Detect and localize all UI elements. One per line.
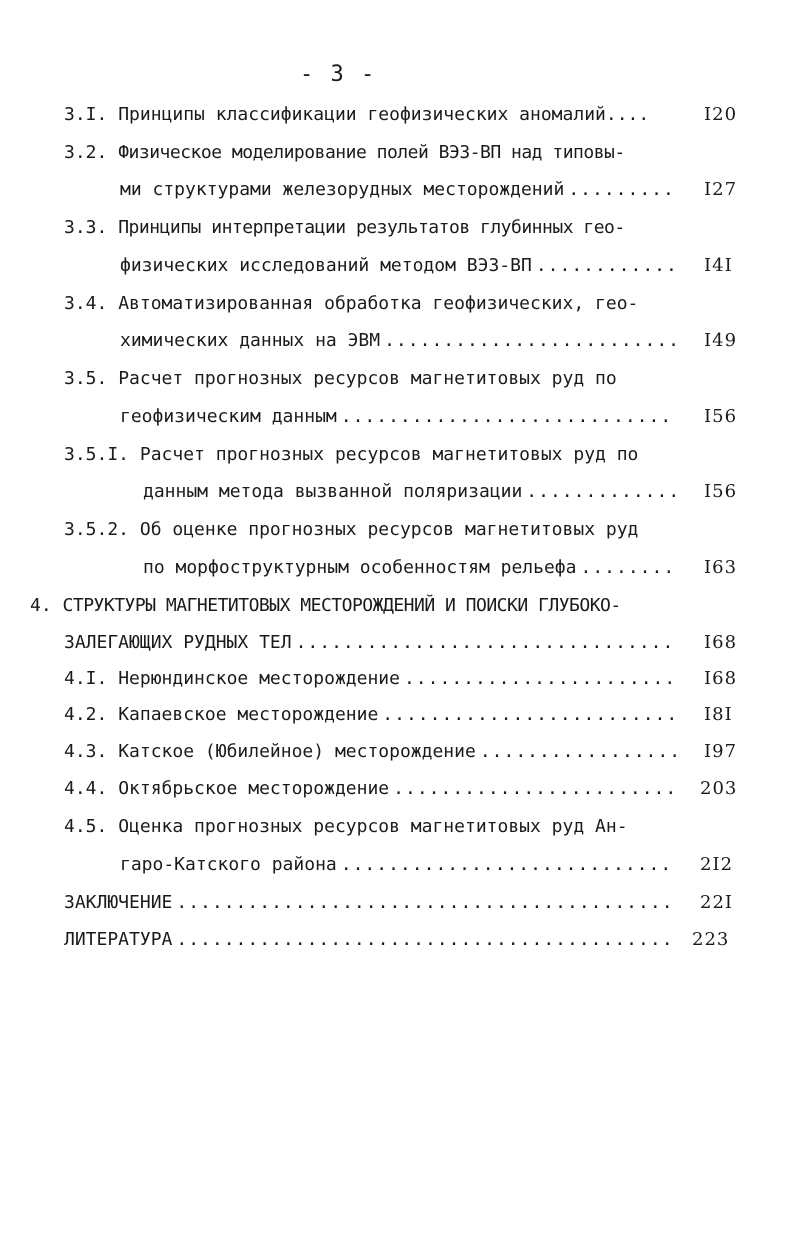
leader-dots <box>341 404 676 430</box>
entry-title: Расчет прогнозных ресурсов магнетитовых руд по <box>139 444 639 465</box>
toc-entry-3-5 <box>64 366 680 392</box>
leader-dots <box>568 177 676 203</box>
entry-page: 22I <box>700 892 734 913</box>
entry-page: I4I <box>704 255 733 276</box>
entry-title: Об оценке прогнозных ресурсов магнетитовых руд <box>139 519 639 540</box>
entry-page: I56 <box>704 406 738 427</box>
entry-title: ЗАКЛЮЧЕНИЕ <box>64 892 173 913</box>
toc-entry-3-3 <box>64 215 680 241</box>
entry-title: Октябрьское месторождение <box>118 778 390 799</box>
entry-title-continuation: геофизическим данным <box>120 406 337 427</box>
entry-number: 3.5. <box>64 368 108 389</box>
toc-entry-references <box>64 927 676 953</box>
entry-page: I8I <box>704 704 733 725</box>
leader-dots <box>580 555 676 581</box>
leader-dots <box>393 776 676 802</box>
entry-page: 2I2 <box>700 854 734 875</box>
toc-entry-3-2 <box>64 140 680 166</box>
entry-page: I97 <box>704 741 738 762</box>
entry-page: I56 <box>704 481 738 502</box>
leader-dots <box>480 739 676 765</box>
entry-page: I20 <box>704 104 738 125</box>
toc-entry-4-2 <box>64 702 676 728</box>
entry-number: 4.4. <box>64 778 108 799</box>
leader-dots <box>404 666 676 692</box>
entry-title-continuation: по морфоструктурным особенностям рельефа <box>143 557 577 578</box>
leader-dots <box>341 852 676 878</box>
entry-title: Физическое моделирование полей ВЭЗ-ВП над типовы- <box>118 142 625 163</box>
leader-dots <box>382 702 676 728</box>
entry-number: 3.5.2. <box>64 519 130 540</box>
entry-title: Капаевское месторождение <box>118 704 379 725</box>
entry-title-continuation: гаро-Катского района <box>120 854 337 875</box>
leader-dots <box>384 328 676 354</box>
toc-entry-3-5-1-cont <box>143 479 676 505</box>
entry-number: 4. <box>30 595 52 616</box>
toc-entry-3-1 <box>64 102 674 128</box>
toc-entry-4-3 <box>64 739 676 765</box>
entry-number: 4.I. <box>64 668 108 689</box>
toc-entry-3-2-cont <box>120 177 676 203</box>
entry-title: СТРУКТУРЫ МАГНЕТИТОВЫХ МЕСТОРОЖДЕНИЙ И ПОИСКИ ГЛУБОКО- <box>62 595 621 616</box>
leader-dots <box>176 890 676 916</box>
toc-entry-3-3-cont <box>120 253 676 279</box>
toc-entry-3-4 <box>64 291 680 317</box>
entry-title: Принципы классификации геофизических аномалий.... <box>118 104 650 125</box>
toc-entry-4-cont <box>64 630 676 656</box>
toc-entry-4-5 <box>64 814 680 840</box>
entry-title-continuation: химических данных на ЭВМ <box>120 330 381 351</box>
entry-title: Оценка прогнозных ресурсов магнетитовых руд Ан- <box>118 816 628 837</box>
entry-page: I68 <box>704 632 738 653</box>
toc-entry-4-1 <box>64 666 676 692</box>
entry-title: ЛИТЕРАТУРА <box>64 929 173 950</box>
toc-entry-3-5-cont <box>120 404 676 430</box>
leader-dots <box>176 927 676 953</box>
entry-page: I68 <box>704 668 738 689</box>
toc-entry-4-4 <box>64 776 676 802</box>
entry-page: 203 <box>700 778 738 799</box>
entry-title-continuation: данным метода вызванной поляризации <box>143 481 523 502</box>
page-number: - 3 - <box>300 62 377 87</box>
entry-title: Автоматизированная обработка геофизических, гео- <box>118 293 639 314</box>
entry-number: 3.I. <box>64 104 108 125</box>
entry-number: 3.2. <box>64 142 108 163</box>
entry-page: 223 <box>692 929 730 950</box>
entry-title-continuation: физических исследований методом ВЭЗ-ВП <box>120 255 532 276</box>
entry-title: Катское (Юбилейное) месторождение <box>118 741 476 762</box>
entry-number: 3.3. <box>64 217 108 238</box>
entry-title-continuation: ми структурами железорудных месторождений <box>120 179 565 200</box>
entry-number: 4.5. <box>64 816 108 837</box>
entry-title-continuation: ЗАЛЕГАЮЩИХ РУДНЫХ ТЕЛ <box>64 632 292 653</box>
toc-entry-conclusion <box>64 890 676 916</box>
entry-number: 4.2. <box>64 704 108 725</box>
entry-page: I49 <box>704 330 738 351</box>
leader-dots <box>296 630 676 656</box>
toc-entry-3-5-2 <box>64 517 680 543</box>
toc-entry-3-4-cont <box>120 328 676 354</box>
toc-entry-3-5-1 <box>64 442 680 468</box>
toc-entry-3-5-2-cont <box>143 555 676 581</box>
entry-number: 3.5.I. <box>64 444 130 465</box>
entry-title: Расчет прогнозных ресурсов магнетитовых руд по <box>118 368 617 389</box>
entry-title: Принципы интерпретации результатов глубинных гео- <box>118 217 625 238</box>
leader-dots <box>536 253 676 279</box>
entry-number: 3.4. <box>64 293 108 314</box>
entry-title: Нерюндинское месторождение <box>118 668 400 689</box>
entry-number: 4.3. <box>64 741 108 762</box>
leader-dots <box>526 479 676 505</box>
entry-page: I27 <box>704 179 738 200</box>
toc-entry-4-5-cont <box>120 852 676 878</box>
toc-entry-4 <box>30 593 680 619</box>
entry-page: I63 <box>704 557 738 578</box>
